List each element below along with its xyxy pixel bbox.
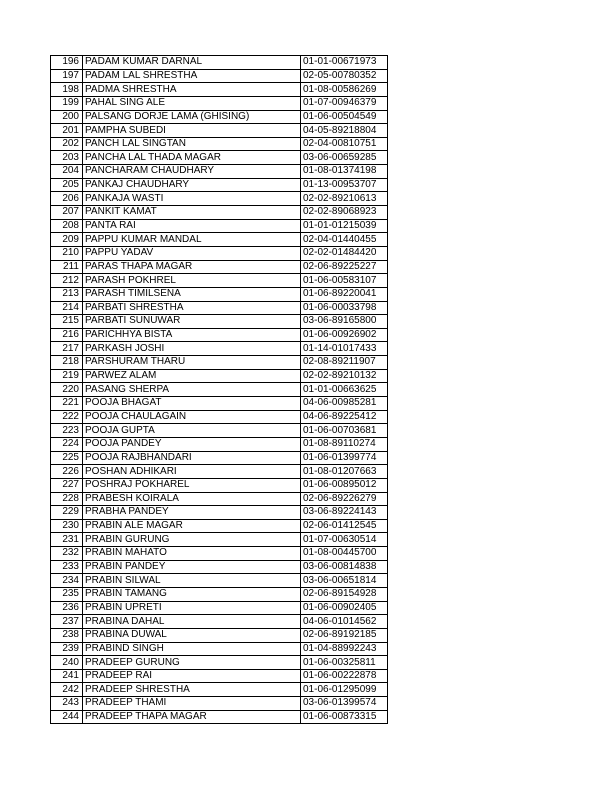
name-cell: POOJA PANDEY — [83, 437, 301, 451]
serial-number-cell: 224 — [51, 437, 83, 451]
table-row — [51, 424, 388, 438]
id-code-cell: 03-06-00659285 — [301, 151, 388, 165]
id-code-cell: 01-07-00630514 — [301, 533, 388, 547]
id-code-cell: 02-02-89210613 — [301, 192, 388, 206]
serial-number-cell: 199 — [51, 96, 83, 110]
table-row — [51, 656, 388, 670]
id-code-cell: 01-06-00504549 — [301, 110, 388, 124]
name-cell: PRABIN ALE MAGAR — [83, 519, 301, 533]
name-cell: PRADEEP GURUNG — [83, 656, 301, 670]
name-cell: PARWEZ ALAM — [83, 369, 301, 383]
roster-table-body — [51, 56, 388, 724]
serial-number-cell: 232 — [51, 547, 83, 561]
table-row — [51, 683, 388, 697]
serial-number-cell: 223 — [51, 424, 83, 438]
serial-number-cell: 227 — [51, 478, 83, 492]
id-code-cell: 02-06-89154928 — [301, 587, 388, 601]
serial-number-cell: 217 — [51, 342, 83, 356]
name-cell: PAPPU KUMAR MANDAL — [83, 233, 301, 247]
serial-number-cell: 210 — [51, 246, 83, 260]
table-row — [51, 465, 388, 479]
id-code-cell: 02-06-01412545 — [301, 519, 388, 533]
id-code-cell: 03-06-00651814 — [301, 574, 388, 588]
serial-number-cell: 216 — [51, 328, 83, 342]
name-cell: PARASH TIMILSENA — [83, 287, 301, 301]
serial-number-cell: 203 — [51, 151, 83, 165]
table-row — [51, 642, 388, 656]
table-row — [51, 178, 388, 192]
id-code-cell: 01-04-88992243 — [301, 642, 388, 656]
table-row — [51, 137, 388, 151]
name-cell: PANKAJ CHAUDHARY — [83, 178, 301, 192]
table-row — [51, 315, 388, 329]
name-cell: PASANG SHERPA — [83, 383, 301, 397]
name-cell: PANKIT KAMAT — [83, 206, 301, 220]
name-cell: PRABESH KOIRALA — [83, 492, 301, 506]
name-cell: PANCHA LAL THADA MAGAR — [83, 151, 301, 165]
table-row — [51, 587, 388, 601]
id-code-cell: 02-06-89225227 — [301, 260, 388, 274]
table-row — [51, 165, 388, 179]
table-row — [51, 342, 388, 356]
name-cell: PRABINA DUWAL — [83, 628, 301, 642]
id-code-cell: 04-06-01014562 — [301, 615, 388, 629]
name-cell: PARKASH JOSHI — [83, 342, 301, 356]
serial-number-cell: 225 — [51, 451, 83, 465]
table-row — [51, 287, 388, 301]
name-cell: PRADEEP THAMI — [83, 697, 301, 711]
id-code-cell: 03-06-89224143 — [301, 506, 388, 520]
id-code-cell: 01-01-00671973 — [301, 56, 388, 70]
table-row — [51, 601, 388, 615]
name-cell: PARBATI SUNUWAR — [83, 315, 301, 329]
table-row — [51, 246, 388, 260]
name-cell: PADMA SHRESTHA — [83, 83, 301, 97]
table-row — [51, 192, 388, 206]
id-code-cell: 01-06-01295099 — [301, 683, 388, 697]
name-cell: PARBATI SHRESTHA — [83, 301, 301, 315]
serial-number-cell: 237 — [51, 615, 83, 629]
serial-number-cell: 243 — [51, 697, 83, 711]
serial-number-cell: 230 — [51, 519, 83, 533]
name-cell: PRABIN UPRETI — [83, 601, 301, 615]
name-cell: PARICHHYA BISTA — [83, 328, 301, 342]
name-cell: PAPPU YADAV — [83, 246, 301, 260]
id-code-cell: 01-06-00926902 — [301, 328, 388, 342]
name-cell: PAMPHA SUBEDI — [83, 124, 301, 138]
serial-number-cell: 226 — [51, 465, 83, 479]
id-code-cell: 02-02-89068923 — [301, 206, 388, 220]
table-row — [51, 369, 388, 383]
serial-number-cell: 241 — [51, 669, 83, 683]
id-code-cell: 02-04-00810751 — [301, 137, 388, 151]
name-cell: POOJA CHAULAGAIN — [83, 410, 301, 424]
name-cell: PRABHA PANDEY — [83, 506, 301, 520]
serial-number-cell: 242 — [51, 683, 83, 697]
table-row — [51, 628, 388, 642]
name-cell: PADAM KUMAR DARNAL — [83, 56, 301, 70]
id-code-cell: 01-08-00445700 — [301, 547, 388, 561]
id-code-cell: 01-08-01207663 — [301, 465, 388, 479]
name-cell: PANCHARAM CHAUDHARY — [83, 165, 301, 179]
id-code-cell: 03-06-00814838 — [301, 560, 388, 574]
id-code-cell: 01-01-00663625 — [301, 383, 388, 397]
id-code-cell: 02-06-89192185 — [301, 628, 388, 642]
name-cell: PRABIN PANDEY — [83, 560, 301, 574]
table-row — [51, 533, 388, 547]
name-cell: PRABIND SINGH — [83, 642, 301, 656]
serial-number-cell: 212 — [51, 274, 83, 288]
table-row — [51, 669, 388, 683]
serial-number-cell: 206 — [51, 192, 83, 206]
name-cell: PRABIN GURUNG — [83, 533, 301, 547]
serial-number-cell: 239 — [51, 642, 83, 656]
id-code-cell: 01-06-00033798 — [301, 301, 388, 315]
name-cell: PARAS THAPA MAGAR — [83, 260, 301, 274]
serial-number-cell: 234 — [51, 574, 83, 588]
name-cell: PALSANG DORJE LAMA (GHISING) — [83, 110, 301, 124]
table-row — [51, 96, 388, 110]
id-code-cell: 02-02-01484420 — [301, 246, 388, 260]
name-cell: POOJA BHAGAT — [83, 397, 301, 411]
id-code-cell: 02-06-89226279 — [301, 492, 388, 506]
table-row — [51, 437, 388, 451]
id-code-cell: 03-06-01399574 — [301, 697, 388, 711]
table-row — [51, 560, 388, 574]
name-cell: PRADEEP SHRESTHA — [83, 683, 301, 697]
table-row — [51, 410, 388, 424]
name-cell: PRADEEP THAPA MAGAR — [83, 710, 301, 724]
serial-number-cell: 197 — [51, 69, 83, 83]
table-row — [51, 397, 388, 411]
id-code-cell: 02-02-89210132 — [301, 369, 388, 383]
table-row — [51, 219, 388, 233]
name-cell: PAHAL SING ALE — [83, 96, 301, 110]
name-cell: PRADEEP RAI — [83, 669, 301, 683]
table-row — [51, 274, 388, 288]
serial-number-cell: 209 — [51, 233, 83, 247]
table-row — [51, 478, 388, 492]
id-code-cell: 02-08-89211907 — [301, 356, 388, 370]
name-cell: POOJA GUPTA — [83, 424, 301, 438]
id-code-cell: 01-08-89110274 — [301, 437, 388, 451]
table-row — [51, 151, 388, 165]
id-code-cell: 04-05-89218804 — [301, 124, 388, 138]
id-code-cell: 01-06-00583107 — [301, 274, 388, 288]
table-row — [51, 356, 388, 370]
serial-number-cell: 220 — [51, 383, 83, 397]
name-cell: PANTA RAI — [83, 219, 301, 233]
table-row — [51, 206, 388, 220]
table-row — [51, 301, 388, 315]
id-code-cell: 01-06-89220041 — [301, 287, 388, 301]
table-row — [51, 547, 388, 561]
serial-number-cell: 204 — [51, 165, 83, 179]
id-code-cell: 01-06-00325811 — [301, 656, 388, 670]
id-code-cell: 01-08-00586269 — [301, 83, 388, 97]
name-cell: POOJA RAJBHANDARI — [83, 451, 301, 465]
serial-number-cell: 221 — [51, 397, 83, 411]
name-cell: PRABIN TAMANG — [83, 587, 301, 601]
id-code-cell: 01-06-01399774 — [301, 451, 388, 465]
table-row — [51, 110, 388, 124]
serial-number-cell: 244 — [51, 710, 83, 724]
serial-number-cell: 228 — [51, 492, 83, 506]
serial-number-cell: 201 — [51, 124, 83, 138]
serial-number-cell: 231 — [51, 533, 83, 547]
table-row — [51, 710, 388, 724]
name-cell: PRABINA DAHAL — [83, 615, 301, 629]
table-row — [51, 451, 388, 465]
serial-number-cell: 218 — [51, 356, 83, 370]
id-code-cell: 02-04-01440455 — [301, 233, 388, 247]
serial-number-cell: 208 — [51, 219, 83, 233]
table-row — [51, 492, 388, 506]
id-code-cell: 02-05-00780352 — [301, 69, 388, 83]
id-code-cell: 01-06-00902405 — [301, 601, 388, 615]
serial-number-cell: 211 — [51, 260, 83, 274]
table-row — [51, 574, 388, 588]
table-row — [51, 83, 388, 97]
serial-number-cell: 240 — [51, 656, 83, 670]
id-code-cell: 04-06-00985281 — [301, 397, 388, 411]
id-code-cell: 01-07-00946379 — [301, 96, 388, 110]
serial-number-cell: 213 — [51, 287, 83, 301]
name-cell: PADAM LAL SHRESTHA — [83, 69, 301, 83]
table-row — [51, 69, 388, 83]
table-row — [51, 383, 388, 397]
name-cell: PARASH POKHREL — [83, 274, 301, 288]
table-row — [51, 233, 388, 247]
table-row — [51, 124, 388, 138]
table-row — [51, 56, 388, 70]
name-cell: PANCH LAL SINGTAN — [83, 137, 301, 151]
table-row — [51, 615, 388, 629]
table-row — [51, 697, 388, 711]
id-code-cell: 01-13-00953707 — [301, 178, 388, 192]
name-cell: PRABIN MAHATO — [83, 547, 301, 561]
serial-number-cell: 222 — [51, 410, 83, 424]
id-code-cell: 01-06-00222878 — [301, 669, 388, 683]
serial-number-cell: 202 — [51, 137, 83, 151]
id-code-cell: 04-06-89225412 — [301, 410, 388, 424]
serial-number-cell: 205 — [51, 178, 83, 192]
serial-number-cell: 196 — [51, 56, 83, 70]
roster-table — [50, 55, 388, 724]
table-row — [51, 506, 388, 520]
serial-number-cell: 214 — [51, 301, 83, 315]
serial-number-cell: 235 — [51, 587, 83, 601]
serial-number-cell: 236 — [51, 601, 83, 615]
serial-number-cell: 229 — [51, 506, 83, 520]
table-row — [51, 519, 388, 533]
serial-number-cell: 198 — [51, 83, 83, 97]
serial-number-cell: 219 — [51, 369, 83, 383]
id-code-cell: 03-06-89165800 — [301, 315, 388, 329]
name-cell: POSHRAJ POKHAREL — [83, 478, 301, 492]
id-code-cell: 01-06-00703681 — [301, 424, 388, 438]
serial-number-cell: 200 — [51, 110, 83, 124]
id-code-cell: 01-01-01215039 — [301, 219, 388, 233]
name-cell: PRABIN SILWAL — [83, 574, 301, 588]
name-cell: PARSHURAM THARU — [83, 356, 301, 370]
id-code-cell: 01-06-00873315 — [301, 710, 388, 724]
id-code-cell: 01-14-01017433 — [301, 342, 388, 356]
serial-number-cell: 215 — [51, 315, 83, 329]
id-code-cell: 01-06-00895012 — [301, 478, 388, 492]
name-cell: POSHAN ADHIKARI — [83, 465, 301, 479]
table-row — [51, 260, 388, 274]
serial-number-cell: 238 — [51, 628, 83, 642]
serial-number-cell: 233 — [51, 560, 83, 574]
id-code-cell: 01-08-01374198 — [301, 165, 388, 179]
serial-number-cell: 207 — [51, 206, 83, 220]
table-row — [51, 328, 388, 342]
name-cell: PANKAJA WASTI — [83, 192, 301, 206]
